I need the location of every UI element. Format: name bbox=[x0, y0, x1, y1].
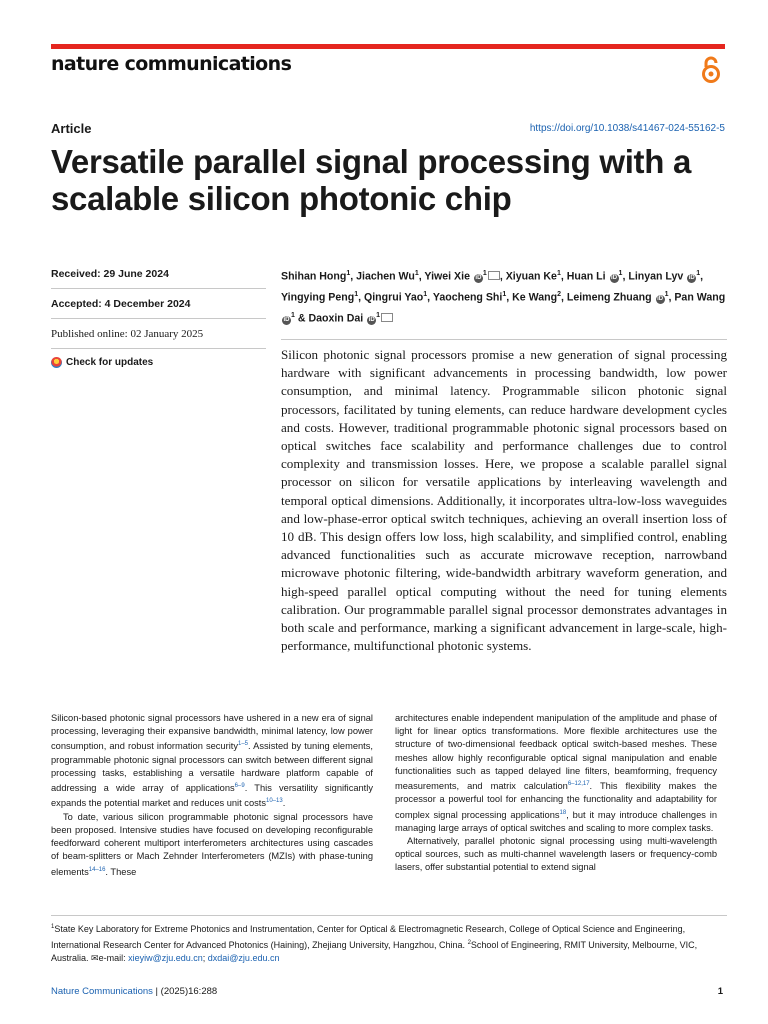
author-name[interactable]: Linyan Lyv bbox=[628, 270, 684, 283]
text-span: . This versatility significantly expands the potential market and reduces unit costs bbox=[51, 783, 373, 809]
text-span: . Assisted by tuning elements, programmable photonic signal processors can switch between different signal processing tasks, establishing a versatile hardware platform capable of addressing a wide array of applications bbox=[51, 741, 374, 794]
author-name[interactable]: Shihan Hong bbox=[281, 270, 347, 283]
author-affiliation: 1 bbox=[346, 270, 351, 277]
affiliation-marker: 2 bbox=[467, 939, 471, 946]
affiliation-text: School of Engineering, RMIT University, Melbourne, VIC, Australia. bbox=[51, 939, 698, 963]
top-accent-bar bbox=[51, 44, 725, 49]
author-affiliation: 1 bbox=[696, 270, 701, 277]
body-column-left bbox=[51, 712, 373, 879]
reference-link[interactable]: 10–13 bbox=[266, 798, 283, 805]
reference-link[interactable]: 14–16 bbox=[88, 866, 106, 873]
author-affiliation: 1 bbox=[423, 291, 428, 299]
open-access-icon bbox=[700, 56, 722, 84]
author-name[interactable]: Pan Wang bbox=[674, 291, 726, 304]
author-affiliation: 2 bbox=[557, 291, 561, 299]
check-for-updates-button[interactable] bbox=[51, 356, 266, 368]
email-link[interactable]: dxdai@zju.edu.cn bbox=[207, 953, 280, 963]
reference-link[interactable]: 18 bbox=[559, 809, 567, 816]
author-name[interactable]: Yaocheng Shi bbox=[432, 291, 503, 304]
text-span: To date, various silicon programmable photonic signal processors have been proposed. Intensive studies have focused on developing reconfigurable feedforward coherent multiport interferometers architectures using cascades of beam-splitters or Mach Zehnder Interferometers (MZIs) with phase-tuning elements bbox=[51, 811, 373, 877]
published-date: Published online: 02 January 2025 bbox=[51, 326, 266, 349]
author-name[interactable]: Qingrui Yao bbox=[363, 291, 424, 304]
orcid-icon[interactable]: iD bbox=[688, 274, 695, 281]
abstract-divider bbox=[281, 339, 727, 340]
article-type-label: Article bbox=[51, 121, 92, 136]
text-span: . This flexibility makes the processor a powerful tool for enhancing the functionality and adaptability for complex signal processing applications bbox=[395, 781, 717, 820]
article-title bbox=[51, 143, 731, 217]
reference-link[interactable]: 6–12,17 bbox=[567, 781, 590, 788]
author-affiliation: 1 bbox=[354, 291, 359, 299]
text-span: architectures enable independent manipulation of the amplitude and phase of light for linear optics transformations. More flexible architectures use the structure of two-dimensional feedback optical switch-based meshes. These meshes allow highly reconfigurable optical signal manipulation and enable functionalities such as tapped delayed line filters, beamforming, frequency measurements, and matrix calculation bbox=[395, 713, 717, 792]
affiliation-marker: 1 bbox=[51, 924, 55, 930]
email-label: e-mail: bbox=[98, 953, 129, 963]
author-name[interactable]: Leimeng Zhuang bbox=[566, 291, 652, 304]
author-affiliation: 1 bbox=[482, 270, 487, 277]
affiliations-footnote bbox=[51, 921, 727, 966]
footnote-divider bbox=[51, 915, 727, 916]
affiliation-text: State Key Laboratory for Extreme Photonics and Instrumentation, Center for Optical & Electromagnetic Research, College of Optical Science and Engineering, International Research Center for Advanced Photonics (Haining), Zhejiang University, Hangzhou, China. bbox=[51, 924, 686, 950]
title-line-2: scalable silicon photonic chip bbox=[51, 180, 512, 217]
orcid-icon[interactable]: iD bbox=[657, 295, 664, 302]
doi-link[interactable]: https://doi.org/10.1038/s41467-024-55162-5 bbox=[529, 123, 725, 134]
author-affiliation: 1 bbox=[414, 270, 419, 277]
author-name[interactable]: Yingying Peng bbox=[281, 291, 355, 304]
separator: ; bbox=[202, 953, 208, 963]
reference-link[interactable]: 6–9 bbox=[234, 783, 245, 790]
author-affiliation: 1 bbox=[502, 291, 507, 299]
email-link[interactable]: xieyiw@zju.edu.cn bbox=[128, 953, 203, 963]
footer-citation bbox=[51, 986, 217, 997]
email-icon[interactable] bbox=[488, 271, 500, 280]
author-affiliation: 1 bbox=[291, 312, 295, 320]
email-icon[interactable] bbox=[381, 313, 393, 322]
orcid-icon[interactable]: iD bbox=[368, 316, 375, 323]
email-icon: ✉ bbox=[91, 953, 99, 963]
paragraph bbox=[395, 712, 717, 835]
body-column-right bbox=[395, 712, 717, 875]
text-span: Silicon-based photonic signal processors have ushered in a new era of signal processing, leveraging their expansive bandwidth, minimal latency, low power consumption, and robust information security bbox=[51, 713, 373, 752]
title-line-1: Versatile parallel signal processing with a bbox=[51, 143, 692, 180]
author-name[interactable]: Daoxin Dai bbox=[308, 312, 364, 325]
reference-link[interactable]: 1–5 bbox=[238, 741, 249, 748]
footer-journal-link[interactable]: Nature Communications bbox=[51, 986, 153, 997]
paragraph bbox=[395, 835, 717, 875]
accepted-date: Accepted: 4 December 2024 bbox=[51, 296, 266, 319]
orcid-icon[interactable]: iD bbox=[283, 316, 290, 323]
received-date: Received: 29 June 2024 bbox=[51, 266, 266, 289]
check-for-updates-label: Check for updates bbox=[66, 357, 154, 368]
paragraph bbox=[51, 712, 373, 811]
orcid-icon[interactable]: iD bbox=[611, 274, 618, 281]
author-affiliation: 1 bbox=[618, 270, 623, 277]
footer-volume: | (2025)16:288 bbox=[152, 986, 218, 997]
paragraph bbox=[51, 811, 373, 879]
text-span: . These bbox=[105, 866, 137, 877]
text-span: . bbox=[282, 798, 286, 809]
text-span: , but it may introduce challenges in managing large arrays of optical switches and scaling to more complex tasks. bbox=[395, 809, 717, 833]
orcid-icon[interactable]: iD bbox=[475, 274, 482, 281]
author-affiliation: 1 bbox=[556, 270, 561, 277]
author-affiliation: 1 bbox=[376, 312, 381, 320]
author-list: Shihan Hong$^1$, Jiachen Wu$^1$, Yiwei Xie $iD^1$ , Xiyuan Ke$^1$, Huan Li $iD^1$, Linyan Lyv $iD^1$, Yingying Peng$^1$, Qingrui Yao$^1$, Yaocheng Shi$^1$, Ke Wang$^2$, Leimeng Zhuang $iD^1$, Pan Wang $iD^1$ & Daoxin Dai $iD^1$ bbox=[281, 270, 726, 325]
author-name[interactable]: Huan Li bbox=[566, 270, 606, 283]
author-affiliation: 1 bbox=[664, 291, 669, 299]
author-name[interactable]: Ke Wang bbox=[512, 291, 558, 304]
author-name[interactable]: Jiachen Wu bbox=[356, 270, 415, 283]
text-span: Alternatively, parallel photonic signal processing using multi-wavelength optical sources, such as multi-channel wavelength lasers or frequency-comb lasers, offer substantial potential to extend signal bbox=[395, 836, 717, 873]
author-name[interactable]: Yiwei Xie bbox=[424, 270, 470, 283]
author-name[interactable]: Xiyuan Ke bbox=[505, 270, 557, 283]
crossmark-icon bbox=[51, 357, 62, 368]
page-number: 1 bbox=[717, 986, 723, 997]
journal-name: nature communications bbox=[51, 53, 292, 75]
article-dates bbox=[51, 266, 266, 368]
abstract: Silicon photonic signal processors promise a new generation of signal processing hardware with significant advancements in processing bandwidth, low power consumption, and minimal latency. Programmable silicon photonic signal processors, facilitated by tuning elements, can reduce hardware development cycles and costs. However, traditional programmable photonic signal processors based on optical switches face scalability and performance challenges due to control complexity and transmission losses. Here, we propose a scalable parallel signal processor on silicon for versatile applications by interleaving wavelength and temporal optical dimensions. Additionally, it incorporates ultra-low-loss waveguides and low-phase-error optical switch techniques, achieving an overall insertion loss of 10 dB. This design offers low loss, high scalability, and simplified control, enabling advanced functionalities such as accurate microwave reception, narrowband microwave photonic filtering, wide-bandwidth arbitrary waveform generation, and high-speed parallel optical computing without the need for tuning elements calibration. Our programmable parallel signal processor demonstrates advantages in both scale and performance, marking a significant advancement in large-scale, high-performance, multifunctional photonic systems. bbox=[281, 347, 727, 654]
